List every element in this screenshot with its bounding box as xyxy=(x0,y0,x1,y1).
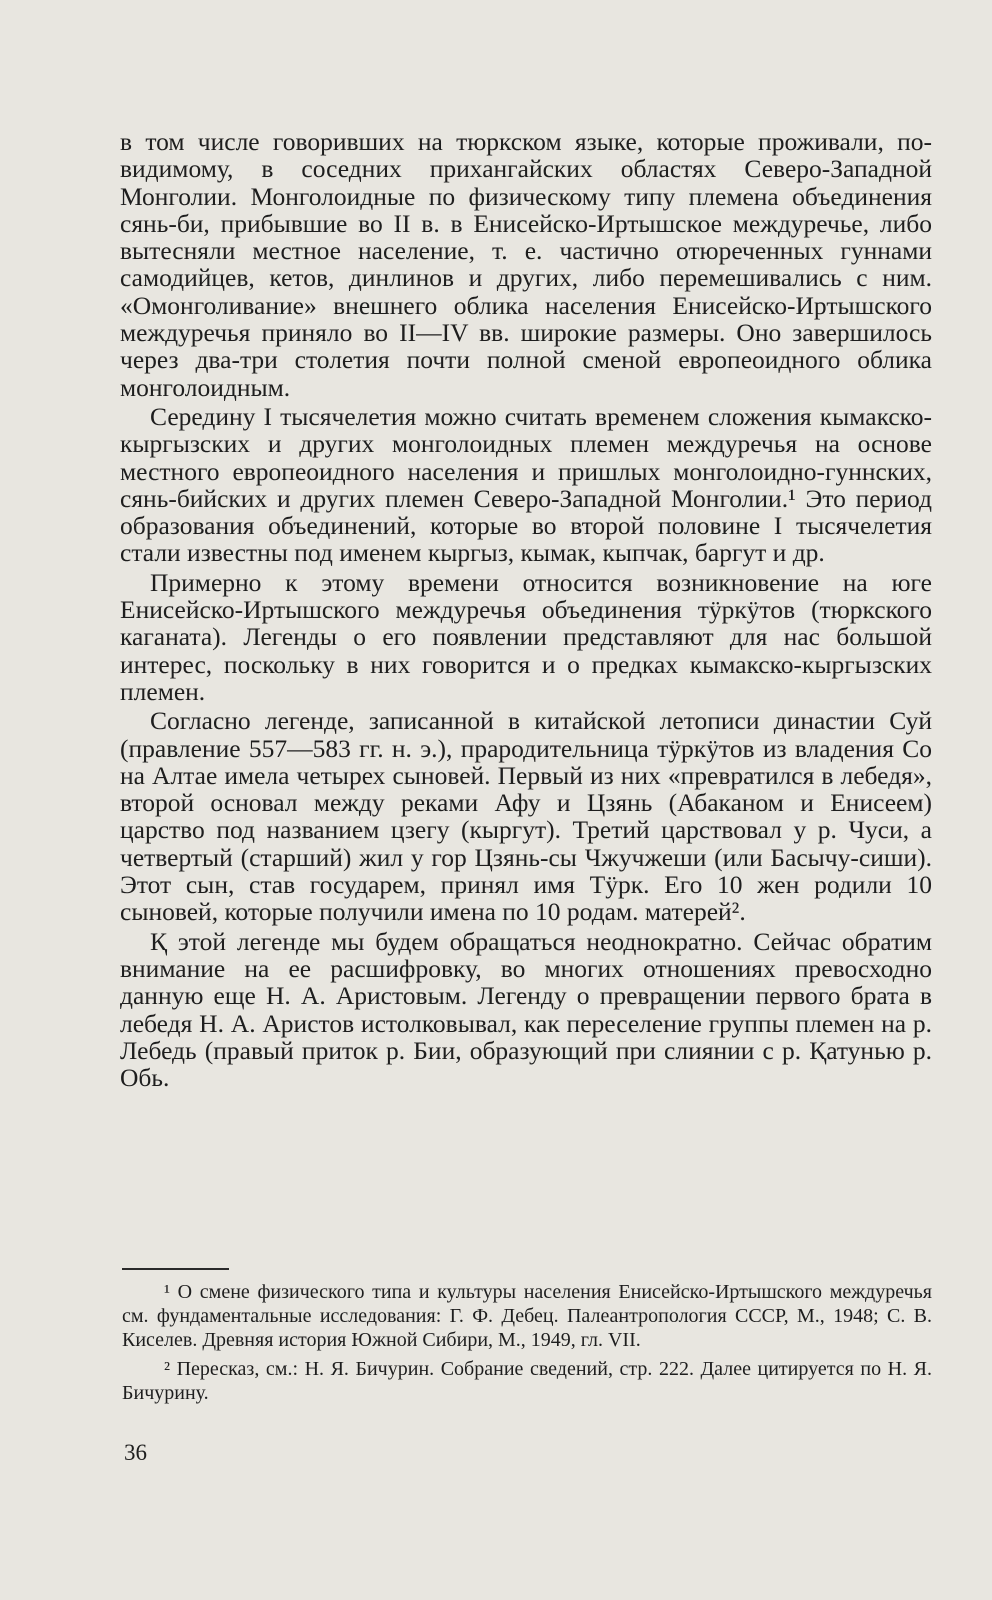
paragraph-2: Середину I тысячелетия можно считать временем сложения кымакско-кыргызских и других монголоидных племен междуречья на основе местного европеоидного населения и пришлых монголоидно-гуннских, сянь-бийских и других племен Северо-Западной Монголии.¹ Это период образования объединений, которые во второй половине I тысячелетия стали известны под именем кыргыз, кымак, кыпчак, баргут и др. xyxy=(120,401,932,568)
paragraph-1: в том числе говоривших на тюркском языке, которые проживали, по-видимому, в соседних прихангайских областях Северо-Западной Монголии. Монголоидные по физическому типу племена объединения сянь-би, прибывшие во II в. в Енисейско-Иртышское междуречье, либо вытесняли местное население, т. е. частично отюреченных гуннами самодийцев, кетов, динлинов и других, либо перемешивались с ним. «Омонголивание» внешнего облика населения Енисейско-Иртышского междуречья приняло во II—IV вв. широкие размеры. Оно завершилось через два-три столетия почти полной сменой европеоидного облика монголоидным. xyxy=(120,127,932,402)
footnote-2: ² Пересказ, см.: Н. Я. Бичурин. Собрание сведений, стр. 222. Далее цитируется по Н. Я. Бичурину. xyxy=(122,1358,932,1404)
footnotes xyxy=(122,1280,932,1405)
page-number: 36 xyxy=(124,1440,147,1465)
paragraph-5: Қ этой легенде мы будем обращаться неоднократно. Сейчас обратим внимание на ее расшифровку, во многих отношениях превосходно данную еще Н. А. Аристовым. Легенду о превращении первого брата в лебедя Н. А. Аристов истолковывал, как переселение группы племен на р. Лебедь (правый приток р. Бии, образующий при слиянии с р. Қатунью р. Обь. xyxy=(120,926,932,1093)
paragraph-3: Примерно к этому времени относится возникновение на юге Енисейско-Иртышского междуречья объединения тӱркӱтов (тюркского каганата). Легенды о его появлении представляют для нас большой интерес, поскольку в них говорится и о предках кымакско-кыргызских племен. xyxy=(120,567,932,706)
footnote-1: ¹ О смене физического типа и культуры населения Енисейско-Иртышского междуречья см. фундаментальные исследования: Г. Ф. Дебец. Палеантропология СССР, М., 1948; С. В. Киселев. Древняя история Южной Сибири, М., 1949, гл. VII. xyxy=(122,1281,932,1351)
paragraph-4: Согласно легенде, записанной в китайской летописи династии Суй (правление 557—583 гг. н. э.), прародительница тӱркӱтов из владения Со на Алтае имела четырех сыновей. Первый из них «превратился в лебедя», второй основал между реками Афу и Цзянь (Абаканом и Енисеем) царство под названием цзегу (кыргут). Третий царствовал у р. Чуси, а четвертый (старший) жил у гор Цзянь-сы Чжучжеши (или Басычу-сиши). Этот сын, став государем, принял имя Тӱрк. Его 10 жен родили 10 сыновей, которые получили имена по 10 родам. матерей². xyxy=(120,706,932,927)
main-text xyxy=(120,128,932,1091)
footnote-divider xyxy=(122,1268,229,1270)
